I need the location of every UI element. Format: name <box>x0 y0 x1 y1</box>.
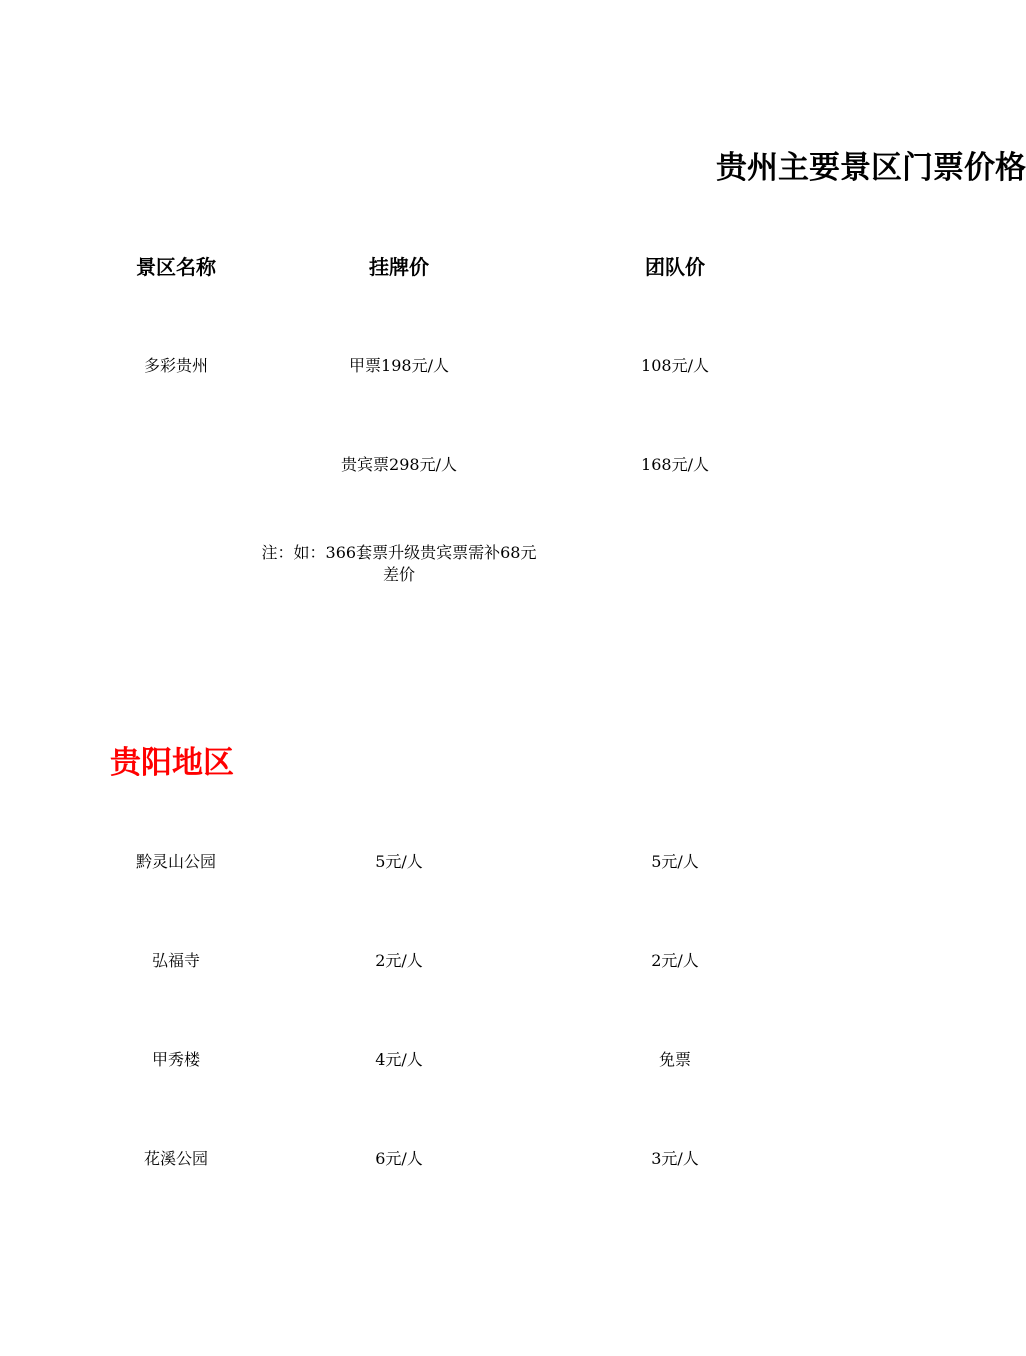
table-row-group-price: 3元/人 <box>651 1149 699 1168</box>
featured-group-price: 108元/人 <box>641 356 709 375</box>
featured-list-price: 贵宾票298元/人 <box>341 455 457 474</box>
header-list-price: 挂牌价 <box>369 255 429 279</box>
table-row-list-price: 2元/人 <box>375 951 423 970</box>
table-row-list-price: 6元/人 <box>375 1149 423 1168</box>
table-row-group-price: 5元/人 <box>651 852 699 871</box>
header-scenic-name: 景区名称 <box>136 255 216 279</box>
section-title-guiyang: 贵阳地区 <box>110 745 234 781</box>
price-note: 注：如：366套票升级贵宾票需补68元差价 <box>261 543 537 584</box>
table-row-group-price: 2元/人 <box>651 951 699 970</box>
featured-scenic-name: 多彩贵州 <box>143 356 208 375</box>
featured-list-price: 甲票198元/人 <box>349 356 449 375</box>
table-row-name: 甲秀楼 <box>151 1050 200 1069</box>
page-title-container <box>716 148 1026 192</box>
table-row-group-price: 免票 <box>658 1050 691 1069</box>
table-row-list-price: 5元/人 <box>375 852 423 871</box>
table-row-name: 弘福寺 <box>151 951 200 970</box>
featured-group-price: 168元/人 <box>641 455 709 474</box>
table-row-name: 黔灵山公园 <box>135 852 216 871</box>
header-group-price: 团队价 <box>645 255 705 279</box>
table-row-name: 花溪公园 <box>143 1149 208 1168</box>
page-title: 贵州主要景区门票价格 <box>716 150 1026 186</box>
table-row-list-price: 4元/人 <box>375 1050 423 1069</box>
